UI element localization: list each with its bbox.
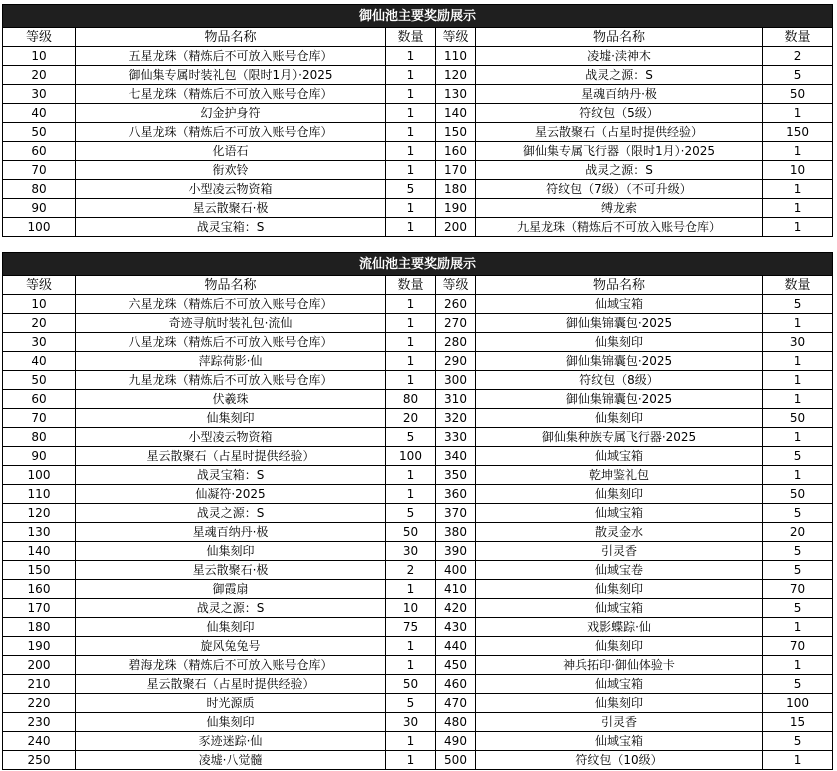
quantity-cell: 1: [386, 314, 436, 333]
quantity-cell: 1: [763, 428, 833, 447]
table-row: [3, 504, 833, 523]
level-cell: 330: [436, 428, 476, 447]
quantity-cell: 1: [386, 161, 436, 180]
level-cell: 450: [436, 656, 476, 675]
level-cell: 300: [436, 371, 476, 390]
level-cell: 400: [436, 561, 476, 580]
level-cell: 170: [436, 161, 476, 180]
item-name-cell: 萍踪荷影·仙: [76, 352, 386, 371]
table-row: [3, 371, 833, 390]
item-name-cell: 引灵香: [476, 713, 763, 732]
item-name-cell: 仙域宝箱: [476, 447, 763, 466]
quantity-cell: 1: [386, 47, 436, 66]
quantity-cell: 1: [763, 314, 833, 333]
quantity-cell: 5: [763, 675, 833, 694]
item-name-cell: 乾坤鉴礼包: [476, 466, 763, 485]
item-name-cell: 符纹包（7级）（不可升级）: [476, 180, 763, 199]
table-row: [3, 447, 833, 466]
level-cell: 210: [3, 675, 76, 694]
level-cell: 70: [3, 409, 76, 428]
level-cell: 140: [3, 542, 76, 561]
quantity-cell: 1: [386, 123, 436, 142]
level-cell: 90: [3, 199, 76, 218]
table-header-row: [3, 28, 833, 47]
quantity-cell: 1: [386, 656, 436, 675]
table-row: [3, 47, 833, 66]
quantity-cell: 20: [763, 523, 833, 542]
quantity-cell: 5: [763, 542, 833, 561]
quantity-cell: 1: [386, 85, 436, 104]
quantity-cell: 50: [386, 523, 436, 542]
level-cell: 130: [3, 523, 76, 542]
table-row: [3, 142, 833, 161]
item-name-cell: 御仙集锦囊包·2025: [476, 314, 763, 333]
item-name-cell: 仙域宝卷: [476, 561, 763, 580]
table-row: [3, 199, 833, 218]
column-header: 物品名称: [76, 276, 386, 295]
level-cell: 350: [436, 466, 476, 485]
level-cell: 460: [436, 675, 476, 694]
table-row: [3, 352, 833, 371]
quantity-cell: 1: [386, 371, 436, 390]
item-name-cell: 化语石: [76, 142, 386, 161]
quantity-cell: 1: [763, 142, 833, 161]
table-title-row: [3, 5, 833, 28]
item-name-cell: 战灵宝箱：S: [76, 218, 386, 237]
item-name-cell: 伏羲珠: [76, 390, 386, 409]
level-cell: 150: [3, 561, 76, 580]
level-cell: 190: [3, 637, 76, 656]
quantity-cell: 30: [386, 713, 436, 732]
level-cell: 410: [436, 580, 476, 599]
level-cell: 60: [3, 142, 76, 161]
quantity-cell: 1: [386, 199, 436, 218]
item-name-cell: 仙集刻印: [476, 409, 763, 428]
item-name-cell: 碧海龙珠（精炼后不可放入账号仓库）: [76, 656, 386, 675]
level-cell: 150: [436, 123, 476, 142]
quantity-cell: 1: [763, 466, 833, 485]
item-name-cell: 小型凌云物资箱: [76, 180, 386, 199]
item-name-cell: 仙域宝箱: [476, 295, 763, 314]
level-cell: 70: [3, 161, 76, 180]
item-name-cell: 仙集刻印: [76, 618, 386, 637]
item-name-cell: 仙域宝箱: [476, 504, 763, 523]
item-name-cell: 星云散聚石·极: [76, 561, 386, 580]
quantity-cell: 20: [386, 409, 436, 428]
quantity-cell: 15: [763, 713, 833, 732]
quantity-cell: 1: [386, 352, 436, 371]
item-name-cell: 神兵拓印·御仙体验卡: [476, 656, 763, 675]
item-name-cell: 战灵之源：S: [476, 66, 763, 85]
quantity-cell: 1: [763, 618, 833, 637]
item-name-cell: 御仙集锦囊包·2025: [476, 352, 763, 371]
level-cell: 30: [3, 333, 76, 352]
table-header-row: [3, 276, 833, 295]
quantity-cell: 50: [386, 675, 436, 694]
table-row: [3, 466, 833, 485]
item-name-cell: 御仙集种族专属飞行器·2025: [476, 428, 763, 447]
quantity-cell: 1: [386, 751, 436, 770]
quantity-cell: 80: [386, 390, 436, 409]
level-cell: 10: [3, 295, 76, 314]
table-row: [3, 218, 833, 237]
table-row: [3, 561, 833, 580]
quantity-cell: 1: [386, 466, 436, 485]
quantity-cell: 100: [386, 447, 436, 466]
quantity-cell: 5: [386, 180, 436, 199]
item-name-cell: 仙域宝箱: [476, 675, 763, 694]
quantity-cell: 1: [763, 180, 833, 199]
level-cell: 90: [3, 447, 76, 466]
table-row: [3, 542, 833, 561]
quantity-cell: 5: [763, 447, 833, 466]
item-name-cell: 幻金护身符: [76, 104, 386, 123]
table-row: [3, 333, 833, 352]
level-cell: 290: [436, 352, 476, 371]
table-row: [3, 751, 833, 770]
level-cell: 230: [3, 713, 76, 732]
item-name-cell: 九星龙珠（精炼后不可放入账号仓库）: [76, 371, 386, 390]
level-cell: 130: [436, 85, 476, 104]
level-cell: 280: [436, 333, 476, 352]
quantity-cell: 1: [386, 637, 436, 656]
item-name-cell: 符纹包（5级）: [476, 104, 763, 123]
table-row: [3, 732, 833, 751]
item-name-cell: 御霞扇: [76, 580, 386, 599]
item-name-cell: 星云散聚石·极: [76, 199, 386, 218]
quantity-cell: 10: [763, 161, 833, 180]
table-row: [3, 314, 833, 333]
quantity-cell: 1: [386, 333, 436, 352]
item-name-cell: 仙域宝箱: [476, 599, 763, 618]
quantity-cell: 1: [763, 656, 833, 675]
column-header: 等级: [436, 276, 476, 295]
item-name-cell: 符纹包（10级）: [476, 751, 763, 770]
item-name-cell: 战灵之源：S: [76, 504, 386, 523]
quantity-cell: 1: [763, 371, 833, 390]
item-name-cell: 仙集刻印: [76, 542, 386, 561]
item-name-cell: 奇迹寻航时装礼包·流仙: [76, 314, 386, 333]
item-name-cell: 豕迹迷踪·仙: [76, 732, 386, 751]
item-name-cell: 战灵之源：S: [76, 599, 386, 618]
quantity-cell: 30: [763, 333, 833, 352]
level-cell: 10: [3, 47, 76, 66]
level-cell: 180: [436, 180, 476, 199]
level-cell: 440: [436, 637, 476, 656]
level-cell: 480: [436, 713, 476, 732]
level-cell: 160: [436, 142, 476, 161]
level-cell: 170: [3, 599, 76, 618]
item-name-cell: 缚龙索: [476, 199, 763, 218]
level-cell: 40: [3, 104, 76, 123]
quantity-cell: 5: [386, 428, 436, 447]
level-cell: 60: [3, 390, 76, 409]
level-cell: 20: [3, 66, 76, 85]
column-header: 物品名称: [476, 276, 763, 295]
column-header: 等级: [436, 28, 476, 47]
quantity-cell: 5: [763, 66, 833, 85]
level-cell: 120: [3, 504, 76, 523]
level-cell: 200: [436, 218, 476, 237]
level-cell: 160: [3, 580, 76, 599]
item-name-cell: 仙集刻印: [476, 694, 763, 713]
quantity-cell: 1: [763, 199, 833, 218]
quantity-cell: 10: [386, 599, 436, 618]
level-cell: 260: [436, 295, 476, 314]
quantity-cell: 1: [386, 142, 436, 161]
quantity-cell: 50: [763, 85, 833, 104]
item-name-cell: 五星龙珠（精炼后不可放入账号仓库）: [76, 47, 386, 66]
quantity-cell: 1: [763, 104, 833, 123]
item-name-cell: 战灵之源：S: [476, 161, 763, 180]
level-cell: 490: [436, 732, 476, 751]
table-row: [3, 85, 833, 104]
table-title-row: [3, 253, 833, 276]
level-cell: 360: [436, 485, 476, 504]
level-cell: 500: [436, 751, 476, 770]
column-header: 数量: [386, 276, 436, 295]
item-name-cell: 星云散聚石（占星时提供经验）: [476, 123, 763, 142]
quantity-cell: 100: [763, 694, 833, 713]
column-header: 数量: [386, 28, 436, 47]
item-name-cell: 仙集刻印: [476, 333, 763, 352]
quantity-cell: 5: [763, 561, 833, 580]
quantity-cell: 5: [386, 504, 436, 523]
level-cell: 320: [436, 409, 476, 428]
quantity-cell: 5: [763, 504, 833, 523]
quantity-cell: 30: [386, 542, 436, 561]
quantity-cell: 1: [386, 66, 436, 85]
table-row: [3, 409, 833, 428]
item-name-cell: 八星龙珠（精炼后不可放入账号仓库）: [76, 333, 386, 352]
quantity-cell: 5: [763, 732, 833, 751]
item-name-cell: 八星龙珠（精炼后不可放入账号仓库）: [76, 123, 386, 142]
item-name-cell: 星云散聚石（占星时提供经验）: [76, 675, 386, 694]
item-name-cell: 符纹包（8级）: [476, 371, 763, 390]
level-cell: 80: [3, 428, 76, 447]
item-name-cell: 星魂百纳丹·极: [76, 523, 386, 542]
table-row: [3, 580, 833, 599]
item-name-cell: 七星龙珠（精炼后不可放入账号仓库）: [76, 85, 386, 104]
table-title: 御仙池主要奖励展示: [3, 5, 833, 28]
quantity-cell: 70: [763, 580, 833, 599]
item-name-cell: 六星龙珠（精炼后不可放入账号仓库）: [76, 295, 386, 314]
level-cell: 120: [436, 66, 476, 85]
level-cell: 250: [3, 751, 76, 770]
level-cell: 100: [3, 218, 76, 237]
table-row: [3, 104, 833, 123]
column-header: 物品名称: [476, 28, 763, 47]
quantity-cell: 5: [763, 599, 833, 618]
level-cell: 30: [3, 85, 76, 104]
level-cell: 20: [3, 314, 76, 333]
table-row: [3, 161, 833, 180]
item-name-cell: 仙域宝箱: [476, 732, 763, 751]
table-row: [3, 390, 833, 409]
table-row: [3, 599, 833, 618]
item-name-cell: 仙集刻印: [476, 485, 763, 504]
item-name-cell: 旋风兔兔号: [76, 637, 386, 656]
column-header: 数量: [763, 276, 833, 295]
item-name-cell: 星魂百纳丹·极: [476, 85, 763, 104]
quantity-cell: 1: [763, 751, 833, 770]
item-name-cell: 御仙集专属飞行器（限时1月）·2025: [476, 142, 763, 161]
item-name-cell: 仙集刻印: [476, 580, 763, 599]
quantity-cell: 70: [763, 637, 833, 656]
table-row: [3, 694, 833, 713]
table-row: [3, 523, 833, 542]
quantity-cell: 1: [763, 390, 833, 409]
table-row: [3, 656, 833, 675]
column-header: 等级: [3, 276, 76, 295]
table-row: [3, 180, 833, 199]
item-name-cell: 御仙集锦囊包·2025: [476, 390, 763, 409]
level-cell: 240: [3, 732, 76, 751]
table-row: [3, 123, 833, 142]
item-name-cell: 仙集刻印: [476, 637, 763, 656]
level-cell: 310: [436, 390, 476, 409]
level-cell: 200: [3, 656, 76, 675]
level-cell: 50: [3, 123, 76, 142]
quantity-cell: 1: [386, 218, 436, 237]
column-header: 数量: [763, 28, 833, 47]
level-cell: 270: [436, 314, 476, 333]
table-row: [3, 428, 833, 447]
quantity-cell: 1: [763, 218, 833, 237]
level-cell: 80: [3, 180, 76, 199]
table-row: [3, 618, 833, 637]
level-cell: 100: [3, 466, 76, 485]
level-cell: 180: [3, 618, 76, 637]
quantity-cell: 2: [763, 47, 833, 66]
level-cell: 470: [436, 694, 476, 713]
level-cell: 40: [3, 352, 76, 371]
level-cell: 420: [436, 599, 476, 618]
quantity-cell: 150: [763, 123, 833, 142]
quantity-cell: 75: [386, 618, 436, 637]
table-row: [3, 485, 833, 504]
level-cell: 340: [436, 447, 476, 466]
column-header: 物品名称: [76, 28, 386, 47]
item-name-cell: 凌墟·八觉髓: [76, 751, 386, 770]
item-name-cell: 引灵香: [476, 542, 763, 561]
item-name-cell: 仙凝符·2025: [76, 485, 386, 504]
item-name-cell: 衔欢铃: [76, 161, 386, 180]
reward-table-yuxian: [2, 4, 833, 237]
level-cell: 110: [3, 485, 76, 504]
column-header: 等级: [3, 28, 76, 47]
table-row: [3, 295, 833, 314]
quantity-cell: 5: [763, 295, 833, 314]
quantity-cell: 5: [386, 694, 436, 713]
item-name-cell: 御仙集专属时装礼包（限时1月）·2025: [76, 66, 386, 85]
level-cell: 370: [436, 504, 476, 523]
table-title: 流仙池主要奖励展示: [3, 253, 833, 276]
table-row: [3, 66, 833, 85]
level-cell: 190: [436, 199, 476, 218]
level-cell: 430: [436, 618, 476, 637]
item-name-cell: 小型凌云物资箱: [76, 428, 386, 447]
quantity-cell: 50: [763, 409, 833, 428]
item-name-cell: 九星龙珠（精炼后不可放入账号仓库）: [476, 218, 763, 237]
quantity-cell: 50: [763, 485, 833, 504]
item-name-cell: 仙集刻印: [76, 409, 386, 428]
level-cell: 380: [436, 523, 476, 542]
item-name-cell: 散灵金水: [476, 523, 763, 542]
item-name-cell: 仙集刻印: [76, 713, 386, 732]
quantity-cell: 1: [386, 732, 436, 751]
quantity-cell: 1: [763, 352, 833, 371]
quantity-cell: 2: [386, 561, 436, 580]
quantity-cell: 1: [386, 295, 436, 314]
item-name-cell: 凌墟·渎神木: [476, 47, 763, 66]
level-cell: 220: [3, 694, 76, 713]
reward-table-liuxian: [2, 252, 833, 770]
quantity-cell: 1: [386, 580, 436, 599]
item-name-cell: 时光源质: [76, 694, 386, 713]
table-row: [3, 637, 833, 656]
table-row: [3, 675, 833, 694]
table-row: [3, 713, 833, 732]
quantity-cell: 1: [386, 104, 436, 123]
item-name-cell: 星云散聚石（占星时提供经验）: [76, 447, 386, 466]
level-cell: 50: [3, 371, 76, 390]
level-cell: 390: [436, 542, 476, 561]
item-name-cell: 戏影蝶踪·仙: [476, 618, 763, 637]
level-cell: 110: [436, 47, 476, 66]
quantity-cell: 1: [386, 485, 436, 504]
item-name-cell: 战灵宝箱：S: [76, 466, 386, 485]
level-cell: 140: [436, 104, 476, 123]
